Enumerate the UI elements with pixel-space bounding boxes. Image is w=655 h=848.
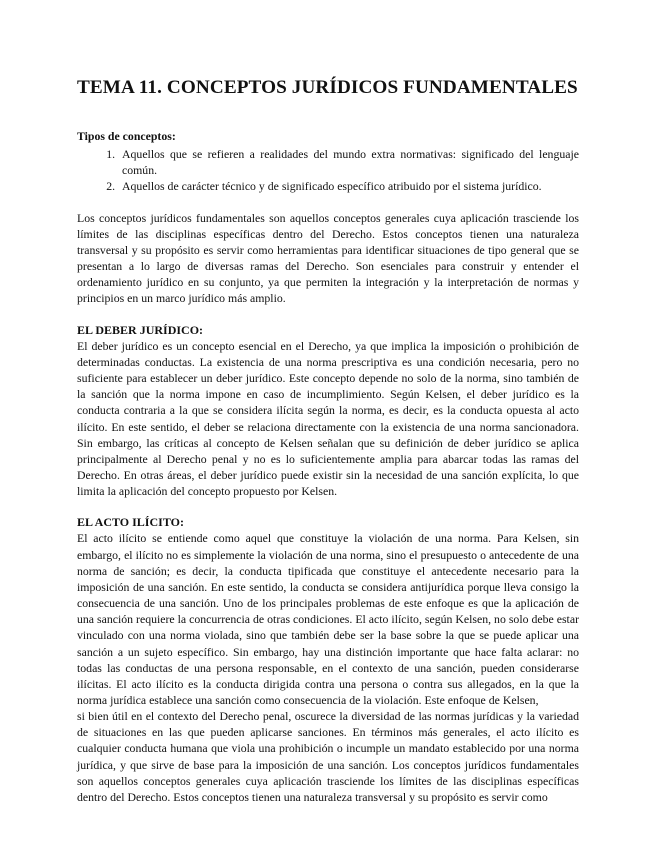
- concept-types-list: [77, 146, 579, 194]
- section-heading-deber: EL DEBER JURÍDICO:: [77, 322, 204, 337]
- concept-types-heading: Tipos de conceptos:: [77, 129, 176, 143]
- acto-paragraph-1: El acto ilícito se entiende como aquel que constituye la violación de una norma. Para Kelsen, sin embargo, el ilícito no es simplemente la violación de una norma, sino el presupuesto o antecedente de una norma de sanción; es decir, la conducta tipificada que constituye el antecedente necesario para la imposición de una sanción. En este sentido, la conducta se considera antijurídica porque lleva consigo la consecuencia de una sanción. Uno de los principales problemas de este enfoque es que la aplicación de una sanción requiere la concurrencia de otras condiciones. El acto ilícito, según Kelsen, no solo debe estar vinculado con una norma violada, sino que también debe ser la base sobre la que se puede aplicar una sanción a un sujeto específico. Sin embargo, hay una distinción importante que hace falta aclarar: no todas las conductas de una persona responsable, en el contexto de una sanción, pueden considerarse ilícitas. El acto ilícito es la conducta dirigida contra una persona o contra sus allegados, en la que la norma jurídica establece una sanción como consecuencia de la violación. Este enfoque de Kelsen,: [77, 531, 579, 707]
- deber-paragraph: El deber jurídico es un concepto esencial en el Derecho, ya que implica la imposición o prohibición de determinadas conductas. La existencia de una norma prescriptiva es una condición necesaria, pero no suficiente para establecer un deber jurídico. Este concepto depende no solo de la norma, sino también de la sanción que la norma impone en caso de incumplimiento. Según Kelsen, el deber jurídico es la conducta contraria a la que se considera ilícita según la norma, es decir, es la conducta opuesta al acto ilícito. En este sentido, el deber se relaciona directamente con la existencia de una norma sancionadora. Sin embargo, las críticas al concepto de Kelsen señalan que su definición de deber jurídico se aplica principalmente al Derecho penal y no es lo suficientemente amplia para abarcar todas las ramas del Derecho. En otras áreas, el deber jurídico puede existir sin la necesidad de una sanción explícita, lo que limita la aplicación del concepto propuesto por Kelsen.: [77, 338, 579, 499]
- page-title: TEMA 11. CONCEPTOS JURÍDICOS FUNDAMENTALES: [77, 77, 578, 98]
- acto-paragraph-2: si bien útil en el contexto del Derecho penal, oscurece la diversidad de las normas jurídicas y la variedad de situaciones en las que pueden aplicarse sanciones. En términos más generales, el acto ilícito es cualquier conducta humana que viola una prohibición o incumple un mandato establecido por una norma jurídica, y que sirve de base para la imposición de una sanción. Los conceptos jurídicos fundamentales son aquellos conceptos generales cuya aplicación trasciende los límites de las disciplinas específicas dentro del Derecho. Estos conceptos tienen una naturaleza transversal y su propósito es servir como: [77, 709, 579, 804]
- section-heading-acto: EL ACTO ILÍCITO:: [77, 515, 184, 530]
- list-item: 1. Aquellos que se refieren a realidades del mundo extra normativas: significado del lenguaje común.: [118, 146, 579, 178]
- concept-types-section: [77, 128, 579, 195]
- list-item: 2. Aquellos de carácter técnico y de significado específico atribuido por el sistema jurídico.: [118, 178, 579, 194]
- intro-paragraph: Los conceptos jurídicos fundamentales son aquellos conceptos generales cuya aplicación trasciende los límites de las disciplinas específicas dentro del Derecho. Estos conceptos tienen una naturaleza transversal y su propósito es servir como herramientas para identificar situaciones de tipo general que se presentan a lo largo de diversas ramas del Derecho. Son esenciales para construir y entender el ordenamiento jurídico en su conjunto, ya que permiten la integración y la interpretación de normas y principios en un marco jurídico más amplio.: [77, 210, 579, 306]
